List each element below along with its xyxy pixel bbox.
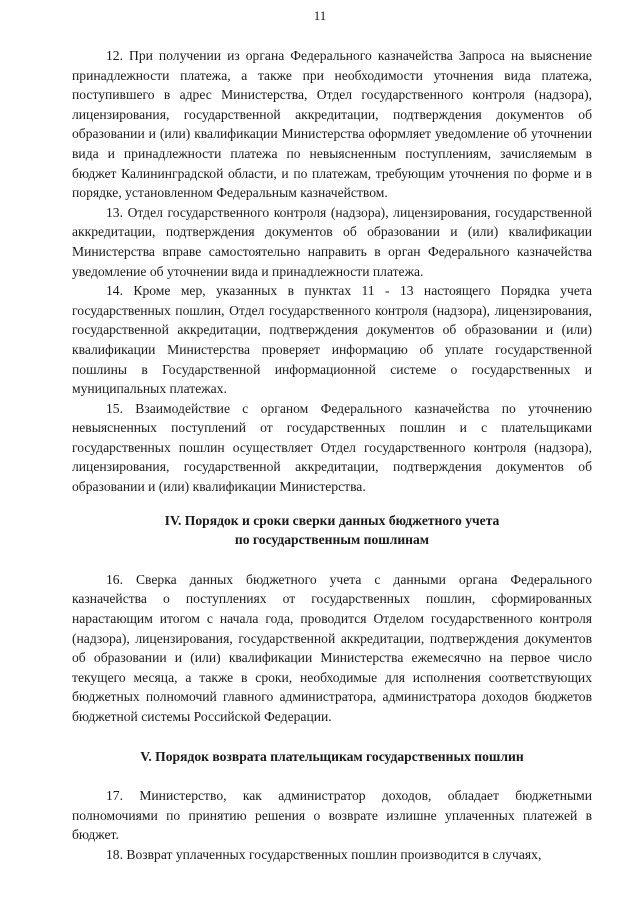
section-heading-iv-line-2: по государственным пошлинам (234, 532, 430, 548)
spacer (72, 550, 592, 570)
spacer (72, 766, 592, 786)
paragraph-15: 15. Взаимодействие с органом Федерального казначейства по уточнению невыясненных поступлений от государственных пошлин и с плательщиками государственных пошлин осуществляет Отдел государственного контроля (надзора), лицензирования, государственной аккредитации, подтверждения документов об образовании и (или) квалификации Министерства. (72, 400, 592, 495)
page-number: 11 (313, 8, 327, 23)
section-heading-iv-line-1: IV. Порядок и сроки сверки данных бюджетного учета (164, 512, 500, 528)
paragraph-14: 14. Кроме мер, указанных в пунктах 11 - 13 настоящего Порядка учета государственных пошлин, Отдел государственного контроля (надзора), лицензирования, государственной аккредитации, подтверждения документов об образовании и (или) квалификации Министерства проверяет информацию об уплате государственной пошлины в Государственной информационной системе о государственных и муниципальных платежах. (72, 283, 592, 397)
spacer (72, 727, 592, 747)
paragraph-16: 16. Сверка данных бюджетного учета с данными органа Федерального казначейства о поступлениях от государственных пошлин, сформированных нарастающим итогом с начала года, проводится Отделом государственного контроля (надзора), лицензирования, государственной аккредитации, подтверждения документов об образовании и (или) квалификации Министерства ежемесячно на первое число текущего месяца, а также в сроки, необходимые для исполнения соответствующих бюджетных полномочий главного администратора, администратора доходов бюджетов бюджетной системы Российской Федерации. (72, 571, 592, 724)
paragraph-17: 17. Министерство, как администратор доходов, обладает бюджетными полномочиями по принятию решения о возврате излишне уплаченных платежей в бюджет. (72, 788, 592, 843)
document-body (72, 46, 592, 865)
section-heading-iv (72, 511, 592, 550)
paragraph-18: 18. Возврат уплаченных государственных пошлин производится в случаях, (106, 846, 542, 862)
paragraph-13: 13. Отдел государственного контроля (надзора), лицензирования, государственной аккредитации, подтверждения документов об образовании и (или) квалификации Министерства вправе самостоятельно направить в орган Федерального казначейства уведомление об уточнении вида и принадлежности платежа. (72, 204, 592, 279)
section-heading-v: V. Порядок возврата плательщикам государственных пошлин (140, 748, 524, 764)
paragraph-12: 12. При получении из органа Федерального казначейства Запроса на выяснение принадлежности платежа, а также при необходимости уточнения вида платежа, поступившего в адрес Министерства, Отдел государственного контроля (надзора), лицензирования, государственной аккредитации, подтверждения документов об образовании и (или) квалификации Министерства оформляет уведомление об уточнении вида и принадлежности платежа по невыясненным поступлениям, зачисляемым в бюджет Калининградской области, и по платежам, требующим уточнения по форме и в порядке, установленном Федеральным казначейством. (72, 48, 592, 201)
spacer (72, 497, 592, 511)
